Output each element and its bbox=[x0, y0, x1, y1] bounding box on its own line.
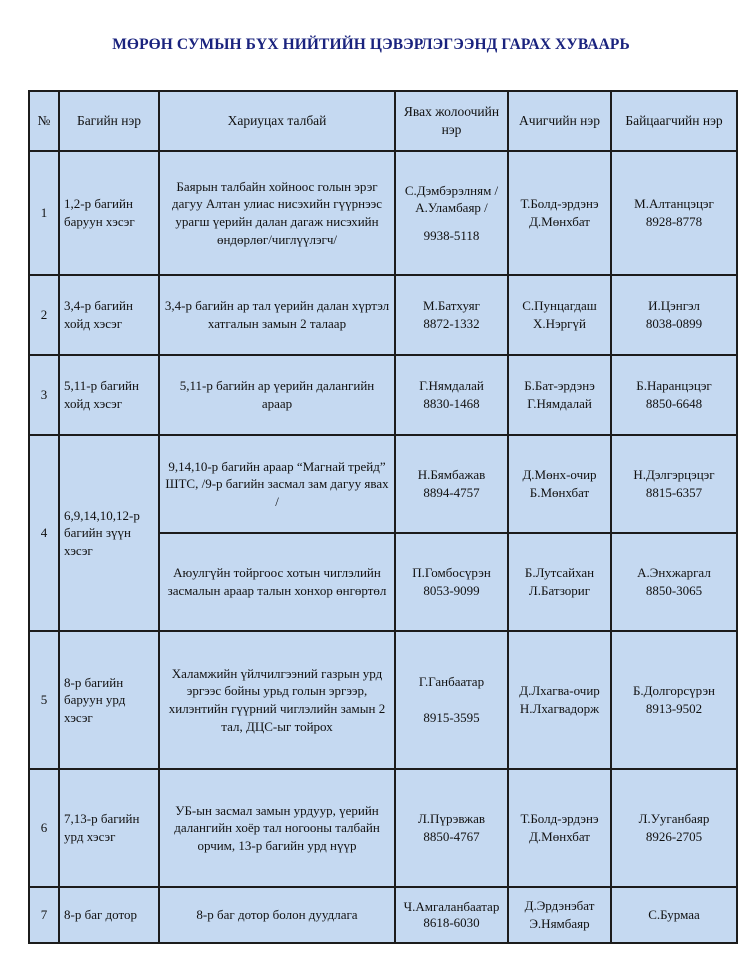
inspector-cell bbox=[611, 151, 737, 275]
loader-name: Н.Лхагвадорж bbox=[519, 701, 600, 716]
area-description: Баярын талбайн хойноос голын эрэг дагуу Алтан улиас нисэхийн гүүрнээс урагш үерийн далан дагаж нисэхийн өндөрлөг/чиглүүлэгч/ bbox=[159, 151, 395, 275]
row-number: 6 bbox=[29, 769, 59, 887]
row-number: 5 bbox=[29, 631, 59, 769]
driver-name: П.Гомбосүрэн bbox=[412, 565, 491, 581]
loader-cell bbox=[508, 275, 611, 355]
inspector-phone: 8928-8778 bbox=[645, 214, 703, 229]
header-driver: Явах жолоочийн нэр bbox=[395, 91, 508, 151]
inspector-phone: 8850-3065 bbox=[645, 583, 703, 598]
inspector-name: А.Энхжаргал bbox=[637, 565, 711, 581]
driver-name: Л.Пүрэвжав bbox=[417, 811, 485, 827]
driver-name: М.Батхуяг bbox=[423, 298, 480, 314]
header-num: № bbox=[29, 91, 59, 151]
table-row bbox=[29, 275, 737, 355]
row-number: 3 bbox=[29, 355, 59, 435]
loader-name: Д.Мөнхбат bbox=[529, 829, 590, 844]
driver-phone: 8872-1332 bbox=[423, 316, 480, 331]
driver-phone: 8850-4767 bbox=[423, 829, 480, 844]
inspector-cell bbox=[611, 887, 737, 943]
schedule-table bbox=[28, 90, 738, 944]
loader-name: Д.Мөнх-очир bbox=[522, 467, 597, 483]
bag-name: 3,4-р багийн хойд хэсэг bbox=[59, 275, 159, 355]
loader-name: Т.Болд-эрдэнэ bbox=[520, 196, 599, 212]
driver-cell bbox=[395, 533, 508, 631]
table-row bbox=[29, 151, 737, 275]
loader-name: С.Пунцагдаш bbox=[522, 298, 597, 314]
inspector-name: И.Цэнгэл bbox=[648, 298, 700, 314]
inspector-cell bbox=[611, 769, 737, 887]
table-row bbox=[29, 887, 737, 943]
area-description: Халамжийн үйлчилгээний газрын урд эргээс бойны урьд голын эргээр, хилэнтийн гүүрний чиглэлийн замын 2 тал, ДЦС-ыг тойрох bbox=[159, 631, 395, 769]
row-number: 7 bbox=[29, 887, 59, 943]
inspector-name: М.Алтанцэцэг bbox=[634, 196, 714, 212]
inspector-name: Л.Ууганбаяр bbox=[638, 811, 710, 827]
loader-cell bbox=[508, 887, 611, 943]
driver-cell bbox=[395, 151, 508, 275]
driver-cell bbox=[395, 435, 508, 533]
driver-phone: 8830-1468 bbox=[423, 396, 480, 411]
inspector-phone: 8850-6648 bbox=[645, 396, 703, 411]
loader-cell bbox=[508, 355, 611, 435]
inspector-cell bbox=[611, 275, 737, 355]
bag-name: 8-р багийн баруун урд хэсэг bbox=[59, 631, 159, 769]
driver-name: Н.Бямбажав bbox=[417, 467, 486, 483]
loader-name: Б.Лутсайхан bbox=[524, 565, 595, 581]
driver-phone: 8894-4757 bbox=[423, 485, 480, 500]
inspector-cell bbox=[611, 631, 737, 769]
table-row bbox=[29, 631, 737, 769]
loader-cell bbox=[508, 631, 611, 769]
row-number: 2 bbox=[29, 275, 59, 355]
loader-name: Т.Болд-эрдэнэ bbox=[520, 811, 599, 827]
inspector-name: Б.Долгорсүрэн bbox=[632, 683, 716, 699]
inspector-name: Б.Наранцэцэг bbox=[636, 378, 712, 394]
inspector-phone: 8926-2705 bbox=[645, 829, 703, 844]
header-inspector: Байцаагчийн нэр bbox=[611, 91, 737, 151]
inspector-phone: 8038-0899 bbox=[645, 316, 703, 331]
header-loader: Ачигчийн нэр bbox=[508, 91, 611, 151]
inspector-cell bbox=[611, 355, 737, 435]
inspector-name: С.Бурмаа bbox=[648, 907, 700, 923]
loader-name: Э.Нямбаяр bbox=[529, 916, 590, 931]
loader-name: Д.Эрдэнэбат bbox=[524, 898, 595, 914]
inspector-cell bbox=[611, 533, 737, 631]
driver-cell bbox=[395, 275, 508, 355]
driver-cell bbox=[395, 769, 508, 887]
row-number: 1 bbox=[29, 151, 59, 275]
driver-name: Ч.Амгаланбаатар bbox=[403, 899, 500, 915]
page-title: МӨРӨН СУМЫН БҮХ НИЙТИЙН ЦЭВЭРЛЭГЭЭНД ГАРАХ ХУВААРЬ bbox=[112, 36, 630, 53]
driver-name: С.Дэмбэрэлням /А.Уламбаяр / bbox=[404, 182, 499, 216]
driver-phone: 8618-6030 bbox=[423, 915, 480, 930]
inspector-phone: 8815-6357 bbox=[645, 485, 703, 500]
loader-name: Х.Нэргүй bbox=[533, 316, 586, 331]
header-area: Хариуцах талбай bbox=[159, 91, 395, 151]
table-row bbox=[29, 769, 737, 887]
inspector-phone: 8913-9502 bbox=[645, 701, 703, 716]
header-bag-name: Багийн нэр bbox=[59, 91, 159, 151]
driver-cell bbox=[395, 887, 508, 943]
loader-name: Г.Нямдалай bbox=[527, 396, 592, 411]
loader-name: Б.Мөнхбат bbox=[529, 485, 590, 500]
area-description: Аюулгүйн тойргоос хотын чиглэлийн засмалын араар талын хонхор өнгөртөл bbox=[159, 533, 395, 631]
bag-name: 5,11-р багийн хойд хэсэг bbox=[59, 355, 159, 435]
driver-cell bbox=[395, 355, 508, 435]
inspector-name: Н.Дэлгэрцэцэг bbox=[633, 467, 715, 483]
area-description: 5,11-р багийн ар үерийн далангийн араар bbox=[159, 355, 395, 435]
table-row bbox=[29, 355, 737, 435]
inspector-cell bbox=[611, 435, 737, 533]
driver-name: Г.Ганбаатар bbox=[418, 674, 485, 690]
area-description: 9,14,10-р багийн араар “Магнай трейд” ШТС, /9-р багийн засмал зам дагуу явах / bbox=[159, 435, 395, 533]
loader-cell bbox=[508, 151, 611, 275]
loader-cell bbox=[508, 435, 611, 533]
loader-cell bbox=[508, 769, 611, 887]
row-number: 4 bbox=[29, 435, 59, 631]
bag-name: 7,13-р багийн урд хэсэг bbox=[59, 769, 159, 887]
table-row bbox=[29, 435, 737, 533]
area-description: УБ-ын засмал замын урдуур, үерийн далангийн хоёр тал ногооны талбайн орчим, 13-р багийн урд нүүр bbox=[159, 769, 395, 887]
area-description: 8-р баг дотор болон дуудлага bbox=[159, 887, 395, 943]
loader-name: Д.Мөнхбат bbox=[529, 214, 590, 229]
bag-name: 1,2-р багийн баруун хэсэг bbox=[59, 151, 159, 275]
bag-name: 8-р баг дотор bbox=[59, 887, 159, 943]
loader-name: Д.Лхагва-очир bbox=[519, 683, 600, 699]
driver-phone: 8053-9099 bbox=[423, 583, 480, 598]
loader-cell bbox=[508, 533, 611, 631]
header-row bbox=[29, 91, 737, 151]
driver-phone: 9938-5118 bbox=[423, 227, 480, 243]
loader-name: Л.Батзориг bbox=[528, 583, 591, 598]
area-description: 3,4-р багийн ар тал үерийн далан хүртэл хатгалын замын 2 талаар bbox=[159, 275, 395, 355]
bag-name: 6,9,14,10,12-р багийн зүүн хэсэг bbox=[59, 435, 159, 631]
driver-phone: 8915-3595 bbox=[423, 710, 480, 725]
driver-name: Г.Нямдалай bbox=[419, 378, 484, 394]
loader-name: Б.Бат-эрдэнэ bbox=[524, 378, 595, 394]
driver-cell bbox=[395, 631, 508, 769]
